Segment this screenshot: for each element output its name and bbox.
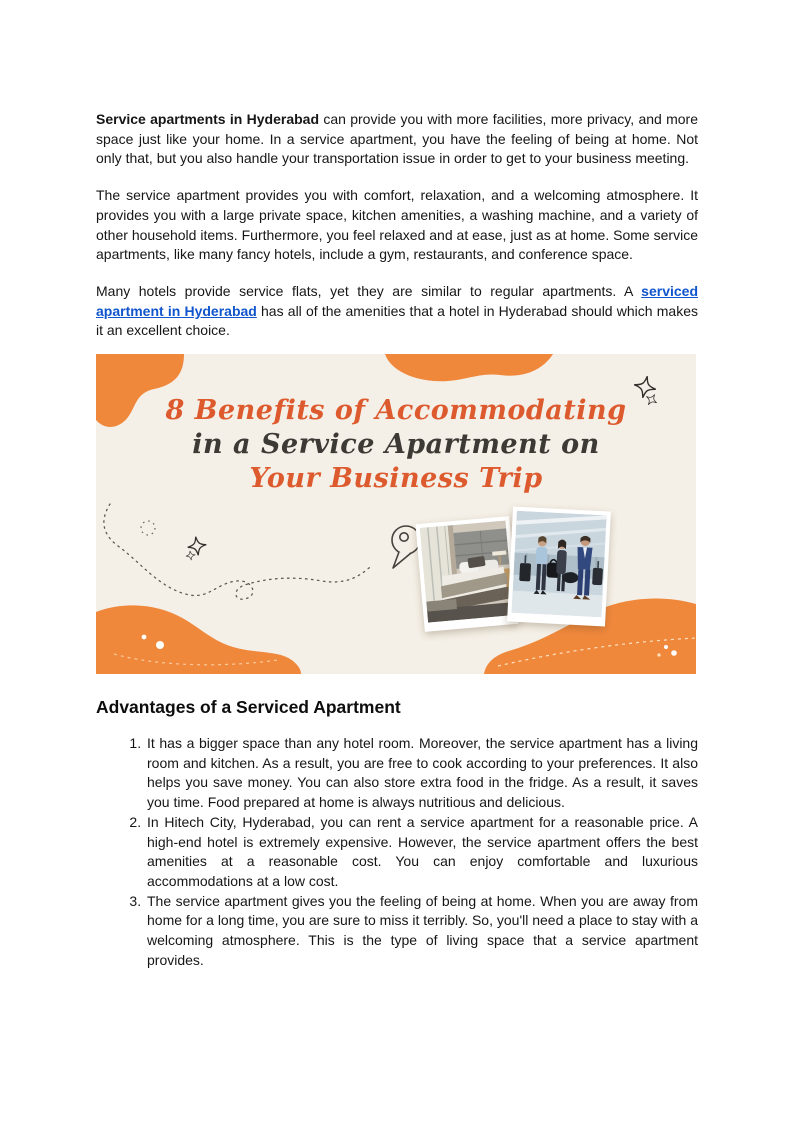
banner-title-line1: 8 Benefits of Accommodating bbox=[165, 395, 627, 427]
hotel-bedroom-photo bbox=[415, 516, 518, 632]
paragraph-intro-bold-lead: Service apartments in Hyderabad bbox=[96, 111, 320, 127]
paragraph-hotels-before-link: Many hotels provide service flats, yet they are similar to regular apartments. A bbox=[96, 282, 642, 299]
advantages-list bbox=[96, 734, 698, 970]
blob-dot bbox=[156, 641, 164, 649]
list-item-reasonable-price: 2. In Hitech City, Hyderabad, you can rent a service apartment for a reasonable price. A high-end hotel is extremely expensive. However, the service apartment offers the best amenities at a reasonable cost. You can enjoy comfortable and luxurious accommodations at a low cost. bbox=[145, 813, 698, 892]
banner-title bbox=[96, 394, 696, 496]
document-content bbox=[96, 110, 698, 970]
blob-dot bbox=[657, 653, 660, 656]
list-item-bigger-space: 1. It has a bigger space than any hotel room. Moreover, the service apartment has a living room and kitchen. As a result, you are free to cook according to your preferences. It also helps you save money. You can also store extra food in the fridge. As a result, it saves you time. Food prepared at home is always nutritious and delicious. bbox=[145, 734, 698, 813]
business-travelers-photo-art bbox=[512, 511, 607, 618]
business-travelers-photo bbox=[507, 507, 611, 627]
paragraph-intro bbox=[96, 110, 698, 169]
blob-dot bbox=[671, 650, 677, 656]
banner-title-line3: Your Business Trip bbox=[249, 463, 543, 495]
advantages-heading: Advantages of a Serviced Apartment bbox=[96, 697, 401, 718]
paragraph-comfort bbox=[96, 186, 698, 265]
serviced-apartment-link[interactable]: serviced apartment in Hyderabad bbox=[96, 282, 698, 319]
blob-dot bbox=[664, 645, 668, 649]
paragraph-hotels bbox=[96, 282, 698, 341]
paragraph-intro-text: can provide you with more facilities, more privacy, and more space just like your home. In a service apartment, you have the feeling of being at home. Not only that, but you also handle your transportation issue in order to get to your business meeting. bbox=[96, 111, 699, 167]
blob-dot bbox=[142, 635, 147, 640]
paragraph-hotels-after-link: has all of the amenities that a hotel in Hyderabad should which makes it an excellent choice. bbox=[96, 302, 698, 339]
hotel-bedroom-photo-art bbox=[420, 520, 514, 622]
paragraph-comfort-text: The service apartment provides you with comfort, relaxation, and a welcoming atmosphere. It provides you with a large private space, kitchen amenities, a washing machine, and a variety of other household items. Furthermore, you feel relaxed and at ease, just as at home. Some service apartments, like many fancy hotels, include a gym, restaurants, and conference space. bbox=[96, 187, 698, 263]
article-banner-image bbox=[96, 354, 696, 674]
list-item-feeling-of-home: 3. The service apartment gives you the feeling of being at home. When you are away from home for a long time, you are sure to miss it terribly. So, you'll need a place to stay with a welcoming atmosphere. This is the type of living space that a service apartment provides. bbox=[145, 892, 698, 971]
banner-title-line2: in a Service Apartment on bbox=[192, 429, 600, 461]
